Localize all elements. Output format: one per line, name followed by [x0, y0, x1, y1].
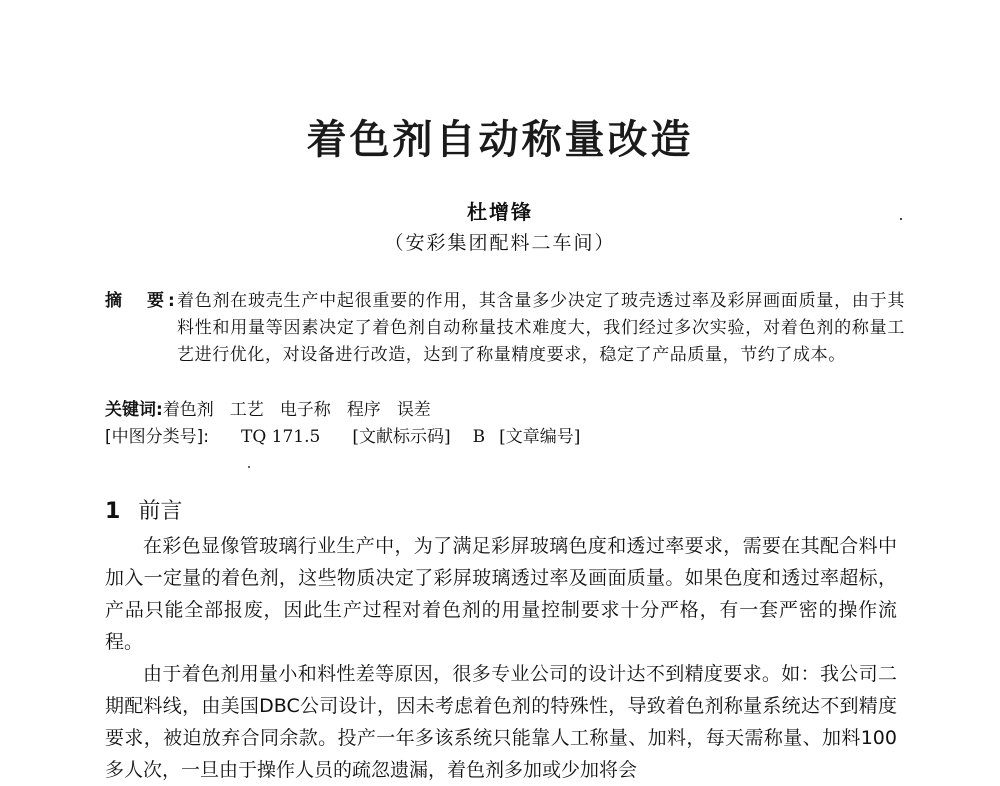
section-number: 1: [105, 499, 121, 524]
keyword-item: 程序: [346, 400, 381, 420]
article-number-label: [文章编号]: [499, 427, 581, 447]
author-name: 杜增锋: [467, 200, 533, 224]
keywords-line: [105, 398, 905, 422]
keyword-item: 着色剂: [162, 400, 214, 420]
body-paragraph: 由于着色剂用量小和料性差等原因，很多专业公司的设计达不到精度要求。如：我公司二期配料线，由美国DBC公司设计，因未考虑着色剂的特殊性，导致着色剂称量系统达不到精度要求，被迫放弃合同余款。投产一年多该系统只能靠人工称量、加料，每天需称量、加料100多人次，一旦由于操作人员的疏忽遗漏，着色剂多加或少加将会: [105, 663, 897, 781]
section-title: 前言: [138, 499, 183, 524]
abstract-text: 着色剂在玻壳生产中起很重要的作用，其含量多少决定了玻壳透过率及彩屏画面质量，由于其料性和用量等因素决定了着色剂自动称量技术难度大，我们经过多次实验，对着色剂的称量工艺进行优化，对设备进行改造，达到了称量精度要求，稳定了产品质量，节约了成本。: [177, 291, 905, 365]
keywords-label: 关键词:: [105, 400, 163, 420]
scan-speck: [248, 466, 250, 468]
doc-code-label: [文献标示码]: [352, 427, 451, 447]
keyword-item: 电子称: [279, 400, 331, 420]
classification-line: [105, 425, 905, 449]
section-heading: [105, 494, 182, 525]
paper-title: 着色剂自动称量改造: [306, 117, 694, 163]
keyword-item: 工艺: [229, 400, 264, 420]
abstract-label: 摘 要:: [105, 291, 179, 311]
keyword-item: 误差: [396, 400, 431, 420]
doc-code: B: [472, 427, 486, 447]
body-paragraph: 在彩色显像管玻璃行业生产中，为了满足彩屏玻璃色度和透过率要求，需要在其配合料中加入一定量的着色剂，这些物质决定了彩屏玻璃透过率及画面质量。如果色度和透过率超标，产品只能全部报废，因此生产过程对着色剂的用量控制要求十分严格，有一套严密的操作流程。: [105, 535, 897, 653]
section-body: [105, 530, 897, 786]
clc-code: TQ 171.5: [241, 427, 321, 447]
clc-label: [中图分类号]:: [105, 427, 209, 447]
scan-speck: [900, 218, 902, 220]
author-affiliation: （安彩集团配料二车间）: [384, 232, 616, 254]
abstract-block: [105, 288, 905, 369]
